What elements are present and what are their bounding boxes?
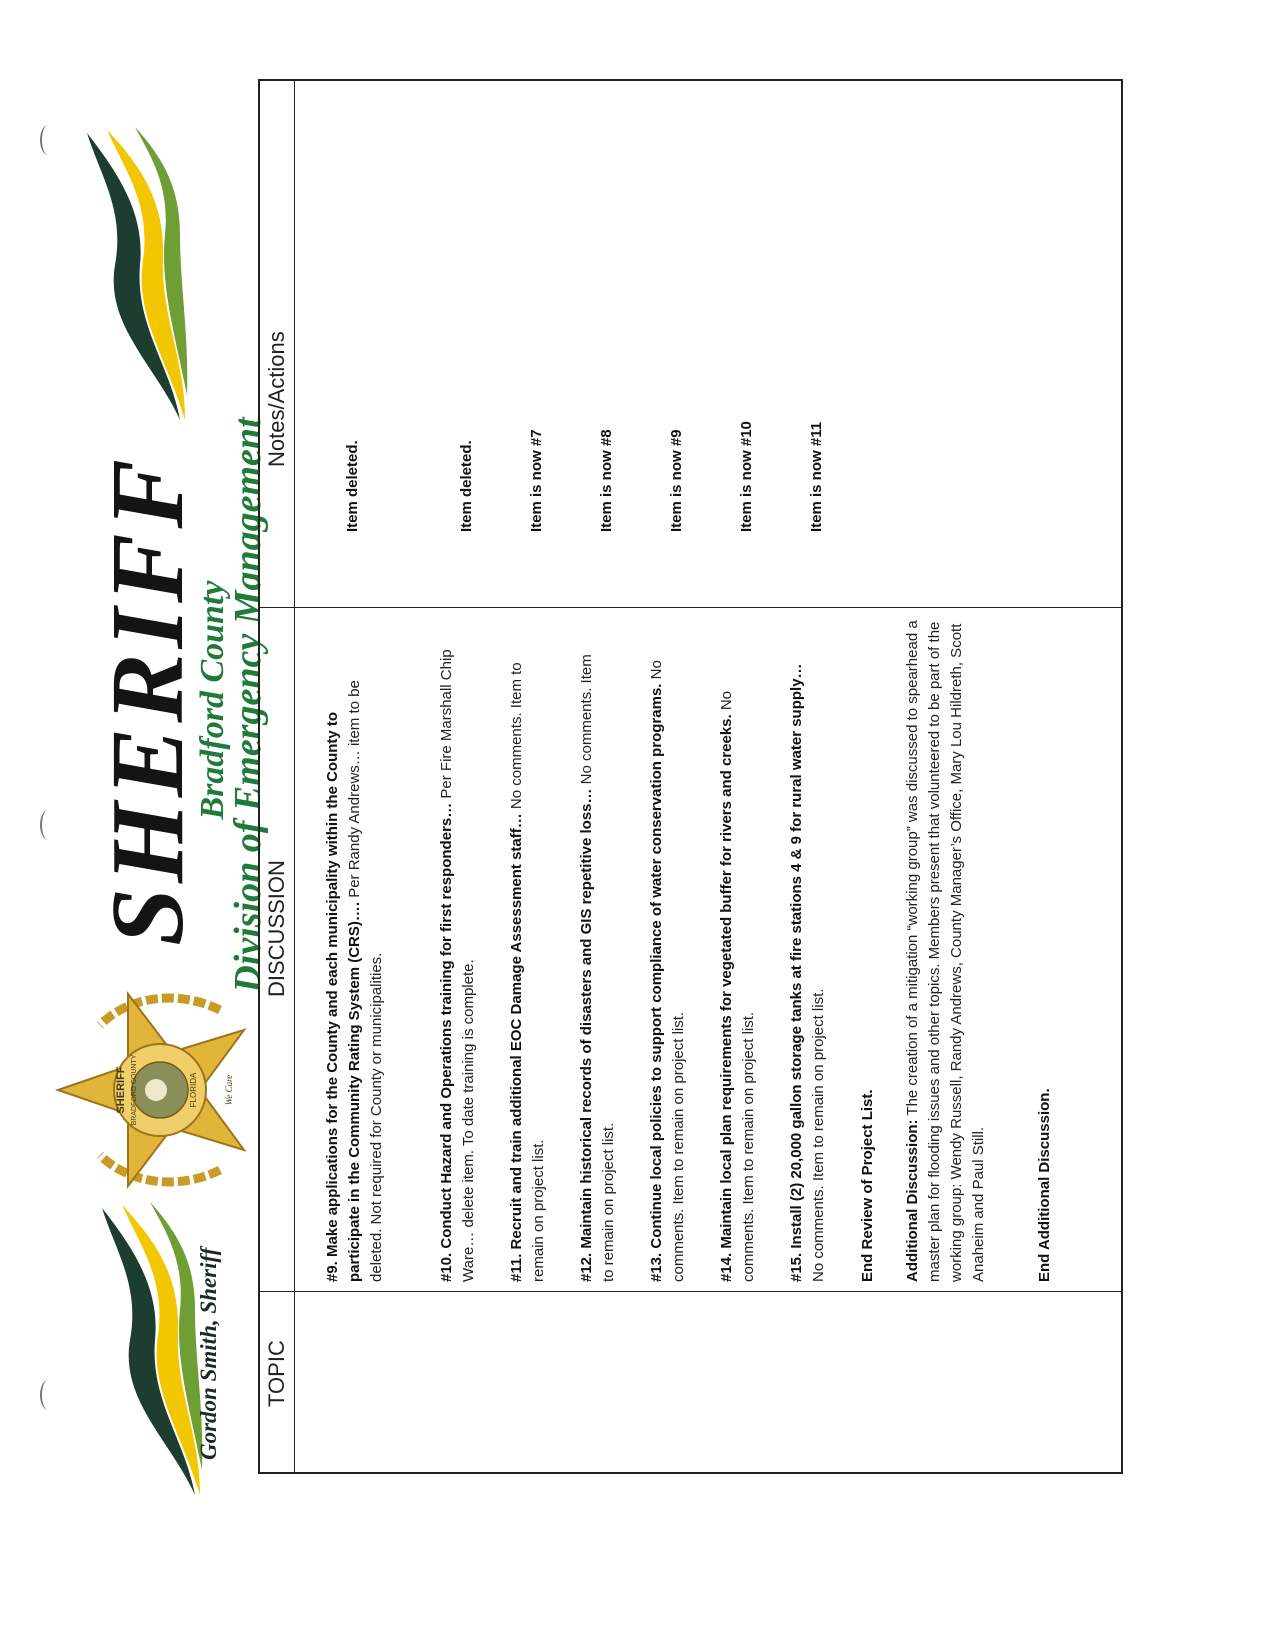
discussion-item-15: #15. Install (2) 20,000 gallon storage tanks at fire stations 4 & 9 for rural water supply… No comments. Item to remain on project list. bbox=[788, 663, 827, 1282]
binder-hole-middle bbox=[40, 810, 56, 840]
discussion-item-13: #13. Continue local policies to support compliance of water conservation programs. No comments. Item to remain on project list. bbox=[648, 660, 687, 1282]
swoosh-left-icon bbox=[100, 1200, 210, 1500]
discussion-item-10: #10. Conduct Hazard and Operations training for first responders… Per Fire Marshall Chip Ware… delete item. To date training is complete. bbox=[438, 649, 477, 1282]
discussion-item-11: #11. Recruit and train additional EOC Damage Assessment staff… No comments. Item to remain on project list. bbox=[508, 662, 547, 1282]
badge-top-text: SHERIFF bbox=[115, 1066, 127, 1114]
header-divider bbox=[294, 81, 295, 1472]
note-item-15: Item is now #11 bbox=[808, 421, 825, 532]
discussion-item-12: #12. Maintain historical records of disasters and GIS repetitive loss… No comments. Item to remain on project list. bbox=[578, 654, 617, 1282]
column-divider-2 bbox=[260, 607, 1121, 608]
sheriff-name: Gordon Smith, Sheriff bbox=[196, 1247, 221, 1460]
end-review-text: End Review of Project List. bbox=[859, 1089, 876, 1282]
swoosh-right-icon bbox=[85, 125, 195, 425]
note-item-12: Item is now #8 bbox=[598, 429, 615, 532]
note-item-11: Item is now #7 bbox=[528, 429, 545, 532]
discussion-item-14: #14. Maintain local plan requirements for vegetated buffer for rivers and creeks. No comments. Item to remain on project list. bbox=[718, 690, 757, 1282]
title-county: Bradford County bbox=[194, 580, 231, 820]
additional-discussion: Additional Discussion: The creation of a mitigation “working group” was discussed to spearhead a master plan for flooding issues and other topics. Members present that volunteered to be part of the working group: Wendy Russell, Randy Andrews, County Manager’s Office, Mary Lou Hildreth, Scott Anaheim and Paul Still. bbox=[904, 620, 987, 1282]
column-divider-1 bbox=[260, 1291, 1121, 1292]
discussion-table bbox=[258, 79, 1123, 1474]
binder-hole-right bbox=[40, 125, 56, 155]
note-item-9: Item deleted. bbox=[344, 440, 361, 532]
note-item-10: Item deleted. bbox=[458, 440, 475, 532]
badge-county-text: BRADFORD COUNTY bbox=[131, 1054, 138, 1126]
badge-motto-text: We Care bbox=[224, 1074, 234, 1106]
badge-state-text: FLORIDA bbox=[189, 1072, 198, 1108]
end-additional-text: End Additional Discussion. bbox=[1036, 1088, 1053, 1282]
sheriff-badge-icon bbox=[50, 980, 270, 1200]
title-sheriff: SHERIFF bbox=[90, 454, 205, 946]
note-item-13: Item is now #9 bbox=[668, 429, 685, 532]
title-division: Division of Emergency Management bbox=[227, 417, 269, 993]
column-header-topic: TOPIC bbox=[264, 1340, 289, 1407]
discussion-item-9: #9. Make applications for the County and each municipality within the County to participate in the Community Rating System (CRS)…. Per Randy Andrews… item to be deleted. Not required for County or municipalities. bbox=[324, 680, 385, 1282]
note-item-14: Item is now #10 bbox=[738, 421, 755, 532]
column-header-notes: Notes/Actions bbox=[264, 331, 289, 467]
column-header-discussion: DISCUSSION bbox=[264, 860, 289, 997]
binder-hole-left bbox=[40, 1380, 56, 1410]
